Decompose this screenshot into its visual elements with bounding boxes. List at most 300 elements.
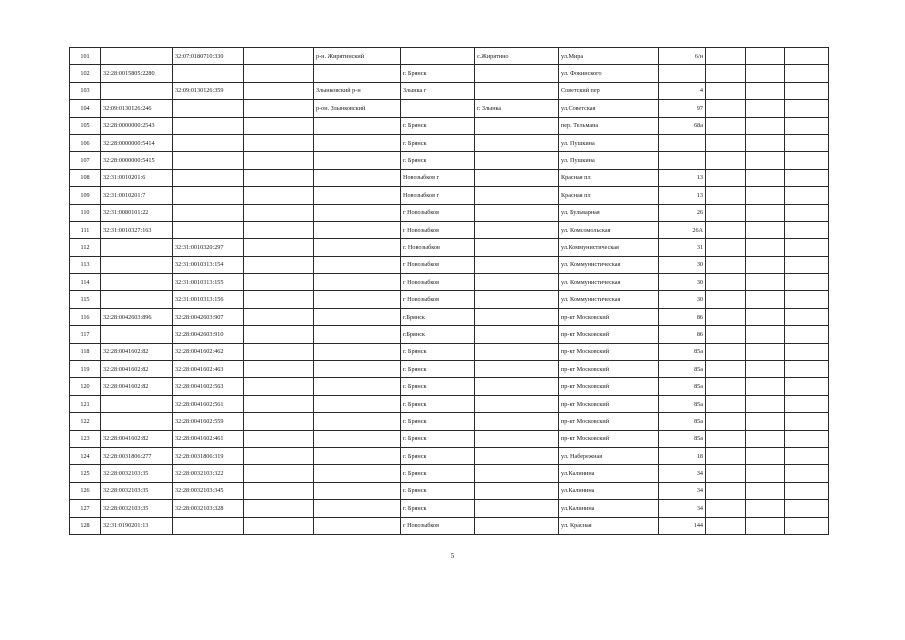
house-number-cell: 13 bbox=[659, 169, 706, 186]
street-cell: пр-кт Московский bbox=[559, 430, 659, 447]
cadastral-number-cell bbox=[101, 413, 173, 430]
cadastral-number-cell bbox=[101, 274, 173, 291]
cadastral-number-cell: 32:28:0032103:35 bbox=[101, 465, 173, 482]
settlement-cell bbox=[475, 82, 559, 99]
house-number-cell: 26А bbox=[659, 221, 706, 238]
cadastral-number-cell: 32:28:0042603:896 bbox=[101, 308, 173, 325]
row-number-cell: 107 bbox=[70, 152, 101, 169]
empty-cell bbox=[785, 221, 829, 238]
house-number-cell: 34 bbox=[659, 482, 706, 499]
table-row bbox=[70, 395, 829, 412]
row-number-cell: 127 bbox=[70, 500, 101, 517]
settlement-cell bbox=[475, 447, 559, 464]
empty-cell bbox=[244, 326, 314, 343]
row-number-cell: 101 bbox=[70, 48, 101, 65]
empty-cell bbox=[706, 134, 746, 151]
table-row bbox=[70, 239, 829, 256]
cadastral-number-cell bbox=[101, 48, 173, 65]
empty-cell bbox=[244, 361, 314, 378]
empty-cell bbox=[244, 517, 314, 534]
house-number-cell: 13 bbox=[659, 187, 706, 204]
house-number-cell: 86 bbox=[659, 326, 706, 343]
city-cell bbox=[401, 48, 475, 65]
premises-cadastral-number-cell: 32:28:0041602:461 bbox=[173, 430, 244, 447]
empty-cell bbox=[244, 465, 314, 482]
empty-cell bbox=[746, 447, 785, 464]
street-cell: пр-кт Московский bbox=[559, 326, 659, 343]
district-cell bbox=[314, 204, 401, 221]
house-number-cell: 85а bbox=[659, 378, 706, 395]
street-cell: ул. Коммунистическая bbox=[559, 291, 659, 308]
house-number-cell bbox=[659, 152, 706, 169]
row-number-cell: 122 bbox=[70, 413, 101, 430]
empty-cell bbox=[785, 48, 829, 65]
street-cell: Красная пл bbox=[559, 187, 659, 204]
cadastral-number-cell: 32:28:0000000:5415 bbox=[101, 152, 173, 169]
empty-cell bbox=[785, 134, 829, 151]
district-cell bbox=[314, 413, 401, 430]
table-row bbox=[70, 134, 829, 151]
city-cell: Злынка г bbox=[401, 82, 475, 99]
empty-cell bbox=[706, 48, 746, 65]
district-cell bbox=[314, 239, 401, 256]
empty-cell bbox=[706, 239, 746, 256]
cadastral-number-cell bbox=[101, 395, 173, 412]
house-number-cell bbox=[659, 65, 706, 82]
premises-cadastral-number-cell: 32:31:0010313:155 bbox=[173, 274, 244, 291]
table-row bbox=[70, 343, 829, 360]
table-row bbox=[70, 274, 829, 291]
empty-cell bbox=[244, 500, 314, 517]
premises-cadastral-number-cell bbox=[173, 169, 244, 186]
empty-cell bbox=[706, 204, 746, 221]
district-cell bbox=[314, 65, 401, 82]
empty-cell bbox=[706, 500, 746, 517]
cadastral-number-cell: 32:31:0010201:7 bbox=[101, 187, 173, 204]
empty-cell bbox=[244, 221, 314, 238]
empty-cell bbox=[706, 256, 746, 273]
premises-cadastral-number-cell: 32:09:0130126:359 bbox=[173, 82, 244, 99]
table-row bbox=[70, 378, 829, 395]
empty-cell bbox=[785, 517, 829, 534]
city-cell: г. Новозыбков bbox=[401, 239, 475, 256]
empty-cell bbox=[706, 361, 746, 378]
city-cell: г. Брянск bbox=[401, 395, 475, 412]
city-cell: г. Брянск bbox=[401, 430, 475, 447]
premises-cadastral-number-cell: 32:28:0041602:563 bbox=[173, 378, 244, 395]
city-cell: г Новозыбков bbox=[401, 221, 475, 238]
settlement-cell bbox=[475, 117, 559, 134]
empty-cell bbox=[244, 482, 314, 499]
empty-cell bbox=[785, 447, 829, 464]
street-cell: ул. Пушкина bbox=[559, 152, 659, 169]
page-number: 5 bbox=[450, 552, 455, 560]
empty-cell bbox=[785, 169, 829, 186]
house-number-cell: 68а bbox=[659, 117, 706, 134]
district-cell bbox=[314, 447, 401, 464]
cadastral-number-cell: 32:28:0041602:82 bbox=[101, 378, 173, 395]
row-number-cell: 108 bbox=[70, 169, 101, 186]
district-cell bbox=[314, 517, 401, 534]
cadastral-number-cell: 32:28:0041602:82 bbox=[101, 343, 173, 360]
row-number-cell: 102 bbox=[70, 65, 101, 82]
premises-cadastral-number-cell: 32:28:0041602:559 bbox=[173, 413, 244, 430]
empty-cell bbox=[746, 256, 785, 273]
settlement-cell bbox=[475, 482, 559, 499]
settlement-cell bbox=[475, 326, 559, 343]
empty-cell bbox=[244, 100, 314, 117]
house-number-cell: 144 bbox=[659, 517, 706, 534]
empty-cell bbox=[706, 482, 746, 499]
empty-cell bbox=[706, 65, 746, 82]
city-cell: г. Брянск bbox=[401, 361, 475, 378]
street-cell: пр-кт Московский bbox=[559, 395, 659, 412]
empty-cell bbox=[244, 65, 314, 82]
empty-cell bbox=[244, 378, 314, 395]
empty-cell bbox=[244, 413, 314, 430]
empty-cell bbox=[785, 500, 829, 517]
cadastral-number-cell: 32:31:0010327:163 bbox=[101, 221, 173, 238]
row-number-cell: 103 bbox=[70, 82, 101, 99]
premises-cadastral-number-cell bbox=[173, 221, 244, 238]
empty-cell bbox=[785, 378, 829, 395]
street-cell: ул. Комсомольская bbox=[559, 221, 659, 238]
city-cell: г Новозыбков bbox=[401, 256, 475, 273]
empty-cell bbox=[785, 308, 829, 325]
city-cell: г. Брянск bbox=[401, 465, 475, 482]
row-number-cell: 126 bbox=[70, 482, 101, 499]
district-cell bbox=[314, 308, 401, 325]
premises-cadastral-number-cell bbox=[173, 152, 244, 169]
settlement-cell bbox=[475, 430, 559, 447]
empty-cell bbox=[706, 395, 746, 412]
premises-cadastral-number-cell: 32:31:0010313:156 bbox=[173, 291, 244, 308]
empty-cell bbox=[706, 430, 746, 447]
empty-cell bbox=[706, 465, 746, 482]
street-cell: ул.Коммунистическая bbox=[559, 239, 659, 256]
empty-cell bbox=[785, 413, 829, 430]
table-row bbox=[70, 117, 829, 134]
city-cell: г. Брянск bbox=[401, 117, 475, 134]
street-cell: ул. Красная bbox=[559, 517, 659, 534]
settlement-cell bbox=[475, 169, 559, 186]
row-number-cell: 120 bbox=[70, 378, 101, 395]
settlement-cell bbox=[475, 465, 559, 482]
street-cell: пр-кт Московский bbox=[559, 378, 659, 395]
street-cell: ул.Калинина bbox=[559, 465, 659, 482]
settlement-cell bbox=[475, 413, 559, 430]
district-cell bbox=[314, 221, 401, 238]
cadastral-number-cell: 32:28:0041602:82 bbox=[101, 430, 173, 447]
premises-cadastral-number-cell: 32:28:0032103:322 bbox=[173, 465, 244, 482]
empty-cell bbox=[785, 482, 829, 499]
city-cell: г. Брянск bbox=[401, 343, 475, 360]
row-number-cell: 113 bbox=[70, 256, 101, 273]
settlement-cell bbox=[475, 65, 559, 82]
street-cell: ул.Советская bbox=[559, 100, 659, 117]
empty-cell bbox=[244, 48, 314, 65]
city-cell: г. Брянск bbox=[401, 378, 475, 395]
empty-cell bbox=[746, 48, 785, 65]
empty-cell bbox=[746, 187, 785, 204]
settlement-cell bbox=[475, 500, 559, 517]
row-number-cell: 111 bbox=[70, 221, 101, 238]
empty-cell bbox=[706, 378, 746, 395]
empty-cell bbox=[746, 82, 785, 99]
street-cell: Красная пл bbox=[559, 169, 659, 186]
cadastral-number-cell bbox=[101, 326, 173, 343]
table-row bbox=[70, 482, 829, 499]
table-row bbox=[70, 169, 829, 186]
empty-cell bbox=[785, 465, 829, 482]
settlement-cell bbox=[475, 343, 559, 360]
empty-cell bbox=[706, 152, 746, 169]
empty-cell bbox=[706, 274, 746, 291]
empty-cell bbox=[785, 430, 829, 447]
row-number-cell: 123 bbox=[70, 430, 101, 447]
empty-cell bbox=[746, 326, 785, 343]
empty-cell bbox=[746, 517, 785, 534]
empty-cell bbox=[746, 308, 785, 325]
settlement-cell bbox=[475, 152, 559, 169]
cadastral-number-cell: 32:28:0032103:35 bbox=[101, 482, 173, 499]
city-cell: Новозыбков г bbox=[401, 187, 475, 204]
table-row bbox=[70, 65, 829, 82]
street-cell: ул.Калинина bbox=[559, 482, 659, 499]
row-number-cell: 119 bbox=[70, 361, 101, 378]
district-cell bbox=[314, 291, 401, 308]
house-number-cell: 18 bbox=[659, 447, 706, 464]
district-cell bbox=[314, 482, 401, 499]
street-cell: пр-кт Московский bbox=[559, 413, 659, 430]
district-cell bbox=[314, 343, 401, 360]
premises-cadastral-number-cell: 32:28:0032103:345 bbox=[173, 482, 244, 499]
street-cell: пер. Тельмана bbox=[559, 117, 659, 134]
empty-cell bbox=[706, 291, 746, 308]
row-number-cell: 121 bbox=[70, 395, 101, 412]
premises-cadastral-number-cell bbox=[173, 117, 244, 134]
settlement-cell bbox=[475, 378, 559, 395]
empty-cell bbox=[244, 82, 314, 99]
empty-cell bbox=[746, 221, 785, 238]
premises-cadastral-number-cell: 32:28:0041602:462 bbox=[173, 343, 244, 360]
empty-cell bbox=[785, 82, 829, 99]
row-number-cell: 110 bbox=[70, 204, 101, 221]
settlement-cell: с.Жирятино bbox=[475, 48, 559, 65]
district-cell bbox=[314, 134, 401, 151]
premises-cadastral-number-cell: 32:31:0010313:154 bbox=[173, 256, 244, 273]
empty-cell bbox=[706, 413, 746, 430]
empty-cell bbox=[746, 465, 785, 482]
cadastral-number-cell: 32:31:0010201:6 bbox=[101, 169, 173, 186]
row-number-cell: 117 bbox=[70, 326, 101, 343]
empty-cell bbox=[785, 239, 829, 256]
cadastral-number-cell: 32:28:0032103:35 bbox=[101, 500, 173, 517]
cadastral-number-cell: 32:31:0190201:13 bbox=[101, 517, 173, 534]
district-cell bbox=[314, 152, 401, 169]
street-cell: пр-кт Московский bbox=[559, 343, 659, 360]
city-cell: Новозыбков г bbox=[401, 169, 475, 186]
settlement-cell bbox=[475, 308, 559, 325]
cadastral-number-cell: 32:28:0031806:277 bbox=[101, 447, 173, 464]
street-cell: пр-кт Московский bbox=[559, 361, 659, 378]
empty-cell bbox=[244, 308, 314, 325]
street-cell: ул. Бульварная bbox=[559, 204, 659, 221]
house-number-cell: 85а bbox=[659, 395, 706, 412]
empty-cell bbox=[746, 430, 785, 447]
premises-cadastral-number-cell bbox=[173, 100, 244, 117]
district-cell bbox=[314, 500, 401, 517]
table-row bbox=[70, 500, 829, 517]
table-row bbox=[70, 187, 829, 204]
district-cell bbox=[314, 361, 401, 378]
empty-cell bbox=[785, 274, 829, 291]
district-cell bbox=[314, 395, 401, 412]
empty-cell bbox=[244, 239, 314, 256]
settlement-cell bbox=[475, 395, 559, 412]
table-row bbox=[70, 152, 829, 169]
cadastral-number-cell: 32:28:0000000:5414 bbox=[101, 134, 173, 151]
table-body bbox=[70, 48, 829, 535]
city-cell: г. Брянск bbox=[401, 500, 475, 517]
street-cell: ул. Пушкина bbox=[559, 134, 659, 151]
house-number-cell: 85а bbox=[659, 361, 706, 378]
empty-cell bbox=[785, 395, 829, 412]
table-row bbox=[70, 48, 829, 65]
table-row bbox=[70, 447, 829, 464]
row-number-cell: 118 bbox=[70, 343, 101, 360]
settlement-cell bbox=[475, 204, 559, 221]
empty-cell bbox=[746, 343, 785, 360]
city-cell: г. Брянск bbox=[401, 152, 475, 169]
empty-cell bbox=[706, 117, 746, 134]
row-number-cell: 106 bbox=[70, 134, 101, 151]
district-cell bbox=[314, 274, 401, 291]
row-number-cell: 125 bbox=[70, 465, 101, 482]
cadastral-number-cell: 32:28:0000000:2543 bbox=[101, 117, 173, 134]
house-number-cell: 31 bbox=[659, 239, 706, 256]
table-row bbox=[70, 430, 829, 447]
empty-cell bbox=[746, 169, 785, 186]
property-table bbox=[69, 47, 829, 535]
table-row bbox=[70, 361, 829, 378]
table-row bbox=[70, 82, 829, 99]
district-cell bbox=[314, 430, 401, 447]
empty-cell bbox=[746, 117, 785, 134]
premises-cadastral-number-cell: 32:28:0032103:328 bbox=[173, 500, 244, 517]
empty-cell bbox=[785, 326, 829, 343]
empty-cell bbox=[244, 274, 314, 291]
empty-cell bbox=[244, 134, 314, 151]
house-number-cell: 85а bbox=[659, 430, 706, 447]
empty-cell bbox=[706, 221, 746, 238]
empty-cell bbox=[746, 378, 785, 395]
settlement-cell bbox=[475, 187, 559, 204]
row-number-cell: 105 bbox=[70, 117, 101, 134]
district-cell bbox=[314, 169, 401, 186]
cadastral-number-cell bbox=[101, 239, 173, 256]
empty-cell bbox=[706, 447, 746, 464]
city-cell: г Новозыбков bbox=[401, 274, 475, 291]
empty-cell bbox=[244, 430, 314, 447]
empty-cell bbox=[244, 343, 314, 360]
empty-cell bbox=[706, 169, 746, 186]
empty-cell bbox=[706, 82, 746, 99]
street-cell: ул. Коммунистическая bbox=[559, 256, 659, 273]
empty-cell bbox=[706, 100, 746, 117]
city-cell: г Новозыбков bbox=[401, 517, 475, 534]
city-cell: г.Брянск bbox=[401, 326, 475, 343]
street-cell: ул. Коммунистическая bbox=[559, 274, 659, 291]
empty-cell bbox=[244, 395, 314, 412]
settlement-cell bbox=[475, 256, 559, 273]
empty-cell bbox=[785, 187, 829, 204]
city-cell: г Новозыбков bbox=[401, 204, 475, 221]
cadastral-number-cell: 32:31:0080101:22 bbox=[101, 204, 173, 221]
empty-cell bbox=[746, 500, 785, 517]
city-cell: г. Брянск bbox=[401, 65, 475, 82]
house-number-cell: 86 bbox=[659, 308, 706, 325]
premises-cadastral-number-cell: 32:28:0042603:907 bbox=[173, 308, 244, 325]
house-number-cell: 34 bbox=[659, 500, 706, 517]
district-cell: р-он. Злынковский bbox=[314, 100, 401, 117]
house-number-cell: 30 bbox=[659, 274, 706, 291]
empty-cell bbox=[244, 204, 314, 221]
table-row bbox=[70, 465, 829, 482]
empty-cell bbox=[746, 361, 785, 378]
premises-cadastral-number-cell: 32:28:0031806:319 bbox=[173, 447, 244, 464]
district-cell bbox=[314, 326, 401, 343]
premises-cadastral-number-cell bbox=[173, 65, 244, 82]
street-cell: Советский пер bbox=[559, 82, 659, 99]
street-cell: ул. Фокинского bbox=[559, 65, 659, 82]
city-cell: г. Брянск bbox=[401, 482, 475, 499]
district-cell bbox=[314, 187, 401, 204]
house-number-cell: 97 bbox=[659, 100, 706, 117]
cadastral-number-cell bbox=[101, 291, 173, 308]
table-row bbox=[70, 326, 829, 343]
city-cell: г. Брянск bbox=[401, 447, 475, 464]
row-number-cell: 128 bbox=[70, 517, 101, 534]
cadastral-number-cell bbox=[101, 82, 173, 99]
cadastral-number-cell: 32:09:0130126:246 bbox=[101, 100, 173, 117]
empty-cell bbox=[746, 239, 785, 256]
table-row bbox=[70, 256, 829, 273]
settlement-cell: г. Злынка bbox=[475, 100, 559, 117]
empty-cell bbox=[244, 256, 314, 273]
empty-cell bbox=[244, 117, 314, 134]
house-number-cell: 34 bbox=[659, 465, 706, 482]
table-row bbox=[70, 291, 829, 308]
cadastral-number-cell bbox=[101, 256, 173, 273]
row-number-cell: 109 bbox=[70, 187, 101, 204]
house-number-cell: 85а bbox=[659, 413, 706, 430]
empty-cell bbox=[244, 447, 314, 464]
city-cell: г. Брянск bbox=[401, 413, 475, 430]
empty-cell bbox=[746, 413, 785, 430]
row-number-cell: 104 bbox=[70, 100, 101, 117]
settlement-cell bbox=[475, 517, 559, 534]
street-cell: ул. Набережная bbox=[559, 447, 659, 464]
empty-cell bbox=[746, 395, 785, 412]
premises-cadastral-number-cell bbox=[173, 204, 244, 221]
premises-cadastral-number-cell: 32:28:0041602:463 bbox=[173, 361, 244, 378]
table-row bbox=[70, 100, 829, 117]
empty-cell bbox=[785, 343, 829, 360]
street-cell: ул.Калинина bbox=[559, 500, 659, 517]
district-cell: р-н. Жирятинский bbox=[314, 48, 401, 65]
settlement-cell bbox=[475, 291, 559, 308]
